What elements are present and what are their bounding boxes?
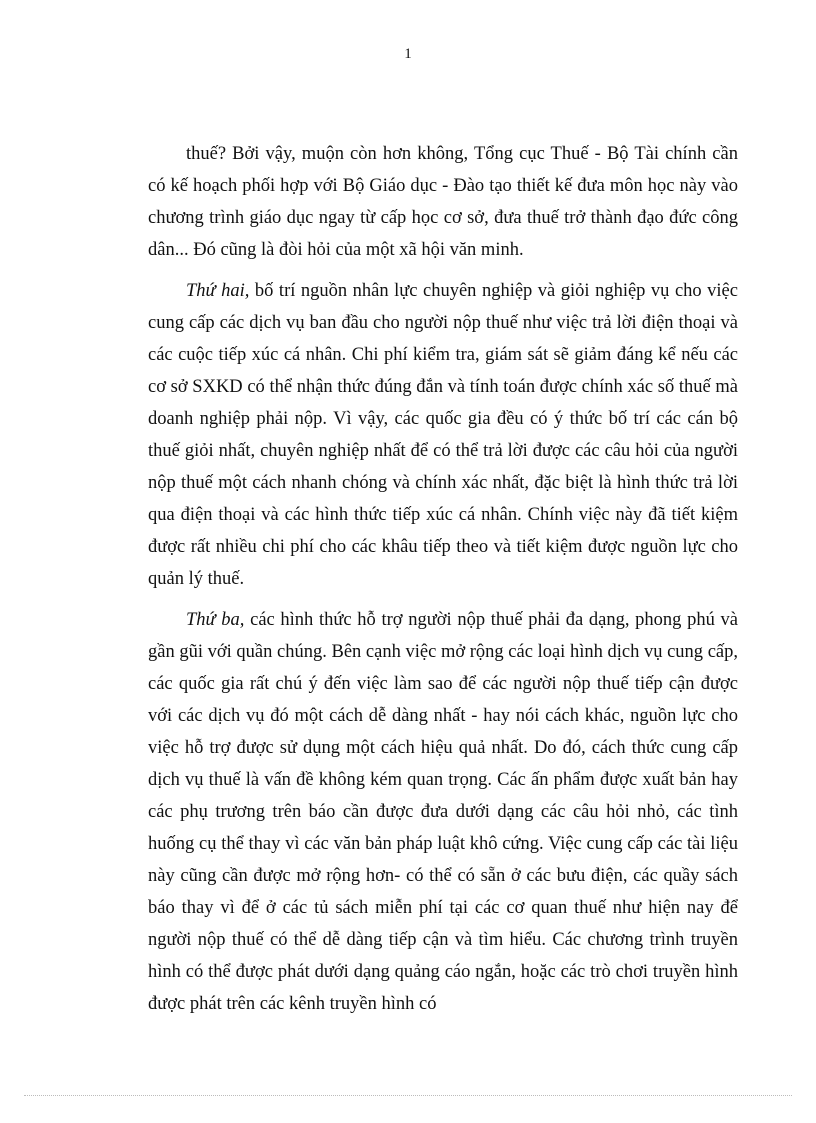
- paragraph-lead: Thứ hai,: [186, 281, 250, 301]
- paragraph-text: bố trí nguồn nhân lực chuyên nghiệp và giỏi nghiệp vụ cho việc cung cấp các dịch vụ ban đầu cho người nộp thuế như việc trả lời điện thoại và các cuộc tiếp xúc cá nhân. Chi phí kiểm tra, giám sát sẽ giảm đáng kể nếu các cơ sở SXKD có thể nhận thức đúng đắn và tính toán được chính xác số thuế mà doanh nghiệp phải nộp. Vì vậy, các quốc gia đều có ý thức bố trí các cán bộ thuế giỏi nhất, chuyên nghiệp nhất để có thể trả lời được các câu hỏi của người nộp thuế một cách nhanh chóng và chính xác nhất, đặc biệt là hình thức trả lời qua điện thoại và các hình thức tiếp xúc cá nhân. Chính việc này đã tiết kiệm được rất nhiều chi phí cho các khâu tiếp theo và tiết kiệm được nguồn lực cho quản lý thuế.: [148, 281, 738, 589]
- page-bottom-divider: [24, 1095, 792, 1096]
- page-number: 1: [404, 46, 412, 62]
- paragraph: [148, 604, 738, 1020]
- paragraph-lead: Thứ ba,: [186, 610, 245, 630]
- paragraph-text: thuế? Bởi vậy, muộn còn hơn không, Tổng cục Thuế - Bộ Tài chính cần có kế hoạch phối hợp với Bộ Giáo dục - Đào tạo thiết kế đưa môn học này vào chương trình giáo dục ngay từ cấp học cơ sở, đưa thuế trở thành đạo đức công dân... Đó cũng là đòi hỏi của một xã hội văn minh.: [148, 144, 738, 260]
- document-body: [148, 138, 738, 1029]
- paragraph: [148, 138, 738, 266]
- paragraph: [148, 275, 738, 595]
- paragraph-text: các hình thức hỗ trợ người nộp thuế phải đa dạng, phong phú và gần gũi với quần chúng. Bên cạnh việc mở rộng các loại hình dịch vụ cung cấp, các quốc gia rất chú ý đến việc làm sao để các người nộp thuế tiếp cận được với các dịch vụ đó một cách dễ dàng nhất - hay nói cách khác, nguồn lực cho việc hỗ trợ được sử dụng một cách hiệu quả nhất. Do đó, cách thức cung cấp dịch vụ thuế là vấn đề không kém quan trọng. Các ấn phẩm được xuất bản hay các phụ trương trên báo cần được đưa dưới dạng các câu hỏi nhỏ, các tình huống cụ thể thay vì các văn bản pháp luật khô cứng. Việc cung cấp các tài liệu này cũng cần được mở rộng hơn- có thể có sẵn ở các bưu điện, các quầy sách báo thay vì để ở các tủ sách miễn phí tại các cơ quan thuế như hiện nay để người nộp thuế có thể dễ dàng tiếp cận và tìm hiểu. Các chương trình truyền hình có thể được phát dưới dạng quảng cáo ngắn, hoặc các trò chơi truyền hình được phát trên các kênh truyền hình có: [148, 610, 738, 1014]
